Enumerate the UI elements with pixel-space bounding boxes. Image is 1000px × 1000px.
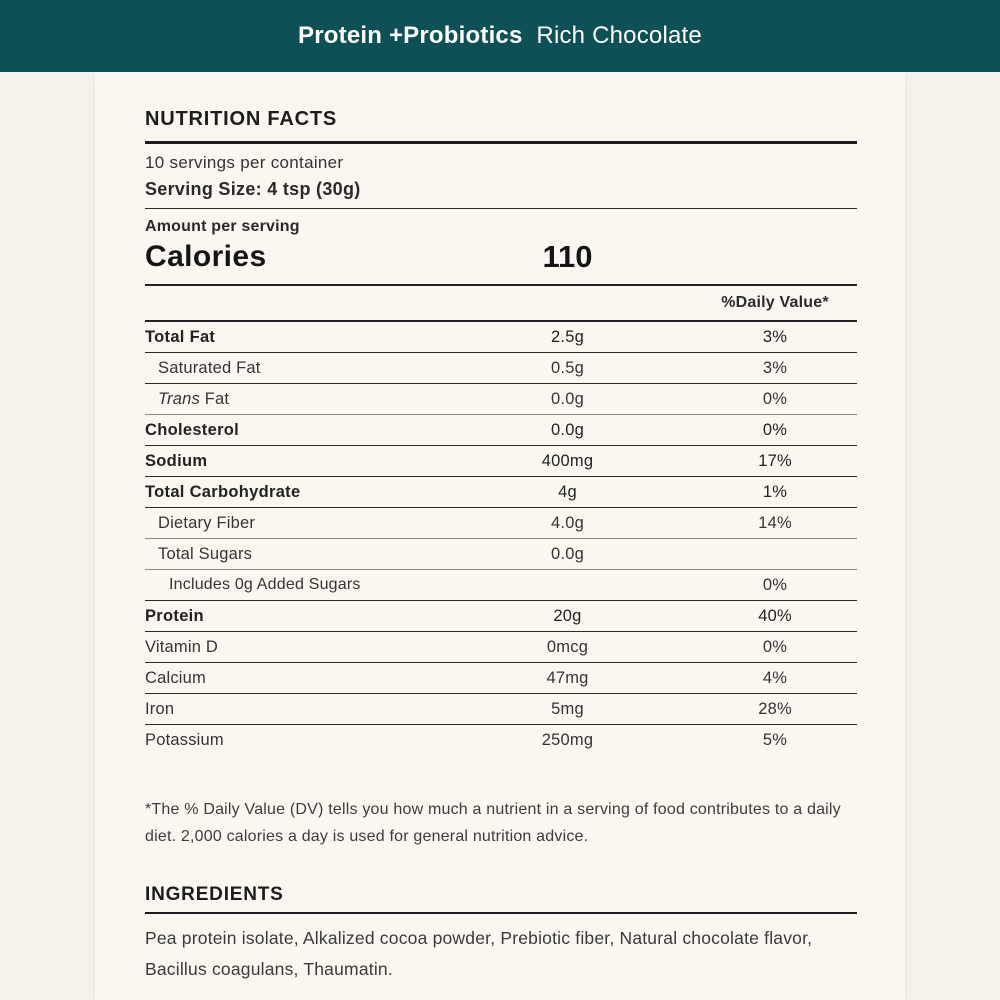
nutrient-row <box>145 353 857 384</box>
nutrient-label <box>145 390 430 409</box>
nutrition-facts-heading: NUTRITION FACTS <box>145 108 857 144</box>
nutrient-label-text: Total Carbohydrate <box>145 482 301 501</box>
nutrient-label <box>145 359 430 378</box>
nutrient-label <box>145 452 430 471</box>
product-header-bar <box>0 0 1000 72</box>
nutrient-row <box>145 725 857 756</box>
nutrient-label-text: Dietary Fiber <box>158 513 256 532</box>
amount-per-serving-label: Amount per serving <box>145 218 300 235</box>
nutrient-row <box>145 446 857 477</box>
nutrient-label-text: Includes 0g Added Sugars <box>169 576 361 593</box>
nutrient-row <box>145 601 857 632</box>
product-flavor: Rich Chocolate <box>536 22 702 49</box>
nutrient-row <box>145 415 857 446</box>
label-content <box>145 72 857 985</box>
calories-row <box>145 239 857 286</box>
nutrient-daily-value: 28% <box>758 699 792 718</box>
nutrient-label-text: Saturated Fat <box>158 358 261 377</box>
nutrient-amount: 47mg <box>546 668 589 687</box>
nutrient-daily-value: 40% <box>758 606 792 625</box>
nutrient-label <box>145 483 430 502</box>
nutrient-amount: 20g <box>553 606 582 625</box>
nutrient-amount: 0.5g <box>551 358 584 377</box>
nutrient-daily-value: 0% <box>762 637 788 656</box>
ingredients-heading: INGREDIENTS <box>145 884 857 914</box>
product-name: Protein +Probiotics <box>298 22 523 49</box>
nutrient-label-text: Calcium <box>145 668 206 687</box>
servings-per-container: 10 servings per container <box>145 153 344 172</box>
nutrient-label <box>145 328 430 347</box>
nutrient-row <box>145 632 857 663</box>
nutrient-label <box>145 514 430 533</box>
nutrient-label <box>145 421 430 440</box>
nutrient-label <box>145 545 430 564</box>
nutrient-label <box>145 731 430 750</box>
daily-value-header: %Daily Value* <box>721 294 829 311</box>
nutrient-label-text: Total Sugars <box>158 544 253 563</box>
daily-value-footnote: *The % Daily Value (DV) tells you how much a nutrient in a serving of food contributes to a daily diet. 2,000 calories a day is used for general nutrition advice. <box>145 801 841 845</box>
nutrient-amount: 250mg <box>541 731 594 749</box>
nutrient-daily-value: 14% <box>758 513 792 532</box>
nutrient-label-text: Cholesterol <box>145 420 240 439</box>
nutrient-daily-value: 3% <box>762 358 788 377</box>
nutrient-amount: 0.0g <box>551 420 584 439</box>
nutrient-amount: 4g <box>558 482 577 501</box>
nutrient-label-text: Sodium <box>145 451 208 470</box>
calories-value: 110 <box>542 239 593 274</box>
nutrient-label-text: Protein <box>145 606 204 625</box>
nutrient-row <box>145 322 857 353</box>
daily-value-header-row <box>145 286 857 322</box>
nutrient-row <box>145 384 857 415</box>
nutrient-amount: 400mg <box>541 451 594 470</box>
nutrient-label-text: Potassium <box>145 731 224 749</box>
nutrient-label-text: Iron <box>145 699 175 718</box>
nutrient-daily-value: 0% <box>762 420 788 439</box>
nutrient-row <box>145 539 857 570</box>
nutrient-label <box>145 669 430 688</box>
nutrient-row <box>145 694 857 725</box>
nutrient-row <box>145 663 857 694</box>
nutrient-row <box>145 570 857 601</box>
nutrient-daily-value: 0% <box>762 575 788 594</box>
nutrient-amount: 0mcg <box>546 637 589 656</box>
serving-size: Serving Size: 4 tsp (30g) <box>145 179 857 209</box>
nutrient-label-text: Total Fat <box>145 327 216 346</box>
label-panel <box>95 72 905 1000</box>
nutrient-amount: 0.0g <box>551 389 584 408</box>
nutrient-table <box>145 322 857 756</box>
nutrient-daily-value: 1% <box>762 482 788 501</box>
nutrient-label-text: Fat <box>199 389 230 408</box>
nutrient-daily-value: 4% <box>762 668 788 687</box>
nutrient-label-italic: Trans <box>158 389 200 408</box>
nutrient-label-text: Vitamin D <box>145 637 219 656</box>
nutrient-amount: 5mg <box>551 699 584 718</box>
nutrient-daily-value: 17% <box>758 451 792 470</box>
nutrient-label <box>145 700 430 719</box>
nutrient-label <box>145 576 430 594</box>
nutrient-row <box>145 477 857 508</box>
ingredients-list: Pea protein isolate, Alkalized cocoa powder, Prebiotic fiber, Natural chocolate flavor, Bacillus coagulans, Thaumatin. <box>145 928 813 979</box>
nutrient-daily-value: 0% <box>762 389 788 408</box>
nutrient-daily-value: 3% <box>762 327 788 346</box>
nutrient-amount: 0.0g <box>551 544 584 563</box>
calories-label: Calories <box>145 240 267 273</box>
nutrient-amount: 4.0g <box>551 513 584 532</box>
nutrient-daily-value: 5% <box>762 731 788 749</box>
nutrient-amount: 2.5g <box>551 327 584 346</box>
nutrient-label <box>145 638 430 657</box>
nutrient-label <box>145 607 430 626</box>
nutrient-row <box>145 508 857 539</box>
product-title <box>298 22 702 50</box>
